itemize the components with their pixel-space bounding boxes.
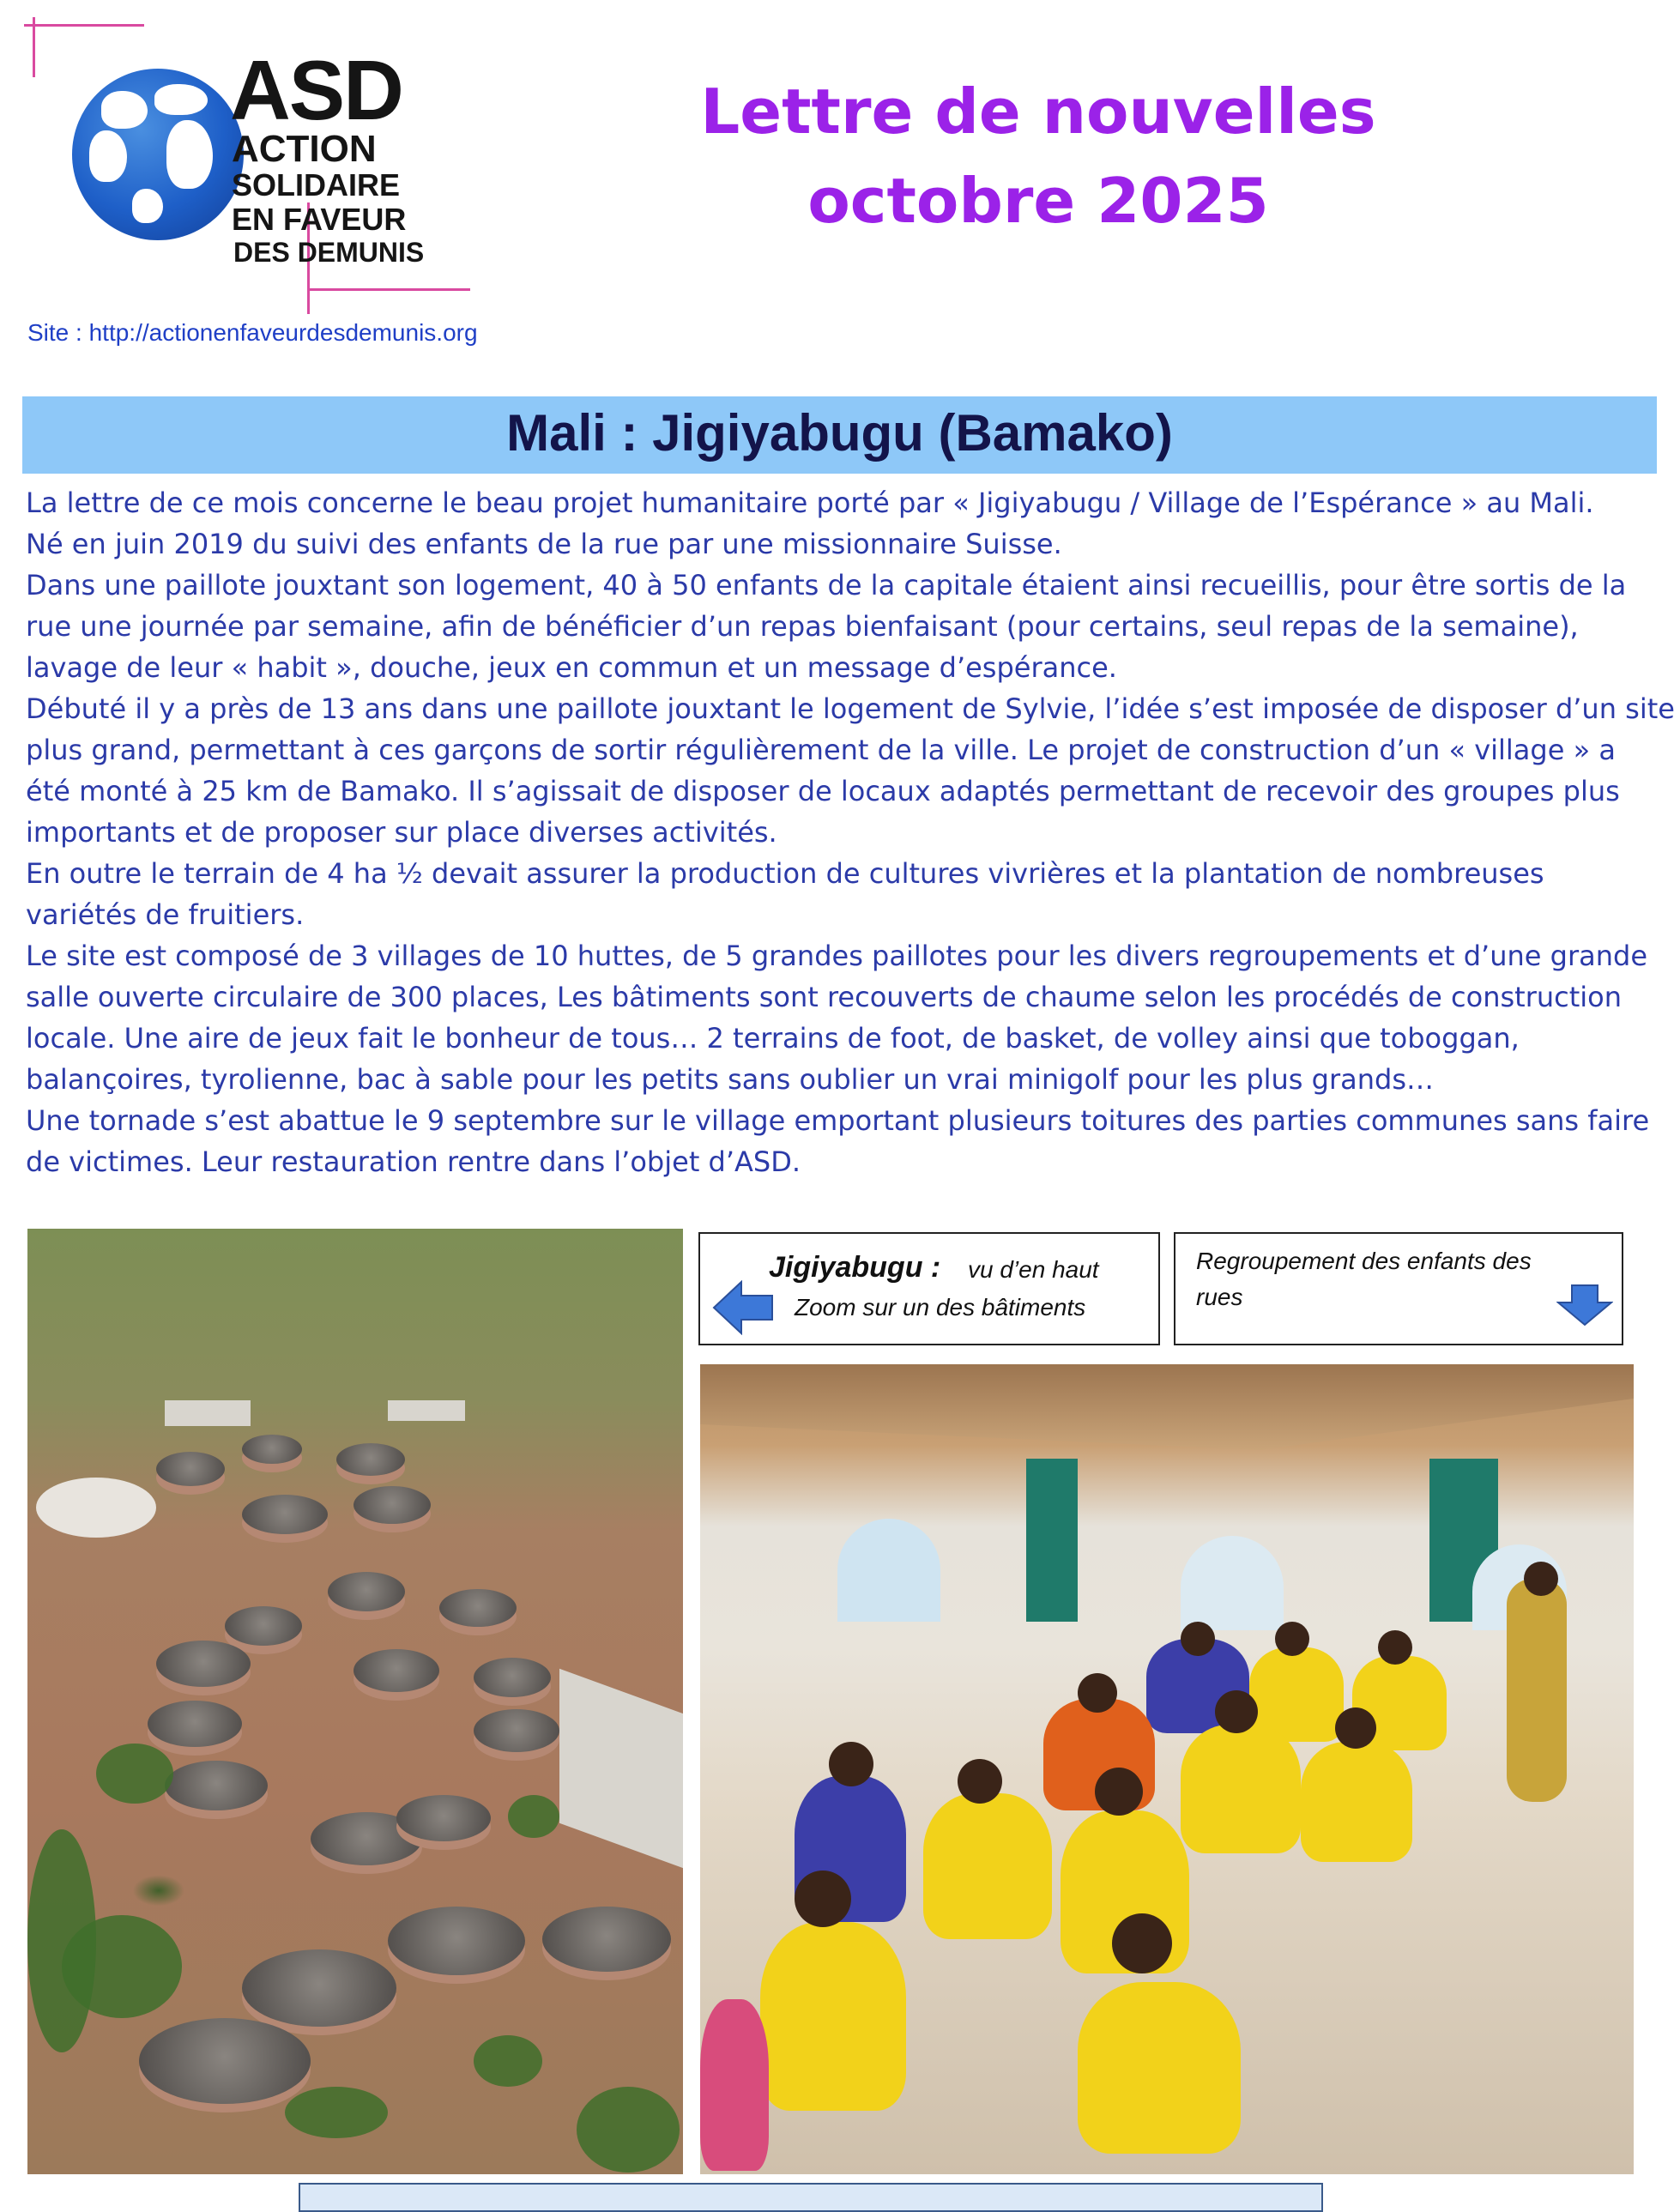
body-line: balançoires, tyrolienne, bac à sable pour les petits sans oublier un vrai minigolf pour les plus grands… (26, 1063, 1434, 1096)
body-line: salle ouverte circulaire de 300 places, Les bâtiments sont recouverts de chaume selon les procédés de construction (26, 981, 1623, 1013)
logo-line4: DES DEMUNIS (233, 237, 425, 268)
arrow-left-icon (712, 1280, 774, 1335)
body-line: importants et de proposer sur place diverses activités. (26, 816, 777, 849)
caption-bold: Jigiyabugu : (769, 1251, 941, 1284)
body-line: locale. Une aire de jeux fait le bonheur de tous… 2 terrains de foot, de basket, de volley ainsi que toboggan, (26, 1022, 1520, 1055)
caption-right-line2: rues (1196, 1284, 1243, 1310)
arrow-down-icon (1556, 1284, 1613, 1327)
body-line: plus grand, permettant à ces garçons de sortir régulièrement de la ville. Le projet de construction d’un « village » a (26, 734, 1616, 766)
body-line: Le site est composé de 3 villages de 10 huttes, de 5 grandes paillotes pour les divers regroupements et d’une grande (26, 940, 1647, 972)
section-title: Mali : Jigiyabugu (Bamako) (506, 404, 1173, 462)
logo-line3: EN FAVEUR (232, 202, 407, 237)
newsletter-title: Lettre de nouvelles (700, 76, 1376, 148)
asd-logo (24, 17, 470, 300)
footer-box (299, 2183, 1323, 2212)
logo-asd: ASD (230, 43, 402, 137)
children-gathering-photo (700, 1364, 1634, 2174)
body-line: Dans une paillote jouxtant son logement, 40 à 50 enfants de la capitale étaient ainsi recueillis, pour être sortis de la (26, 569, 1627, 601)
logo-line2: SOLIDAIRE (232, 167, 401, 202)
body-line: été monté à 25 km de Bamako. Il s’agissait de disposer de locaux adaptés permettant de recevoir des groupes plus (26, 775, 1620, 807)
caption-box-children (1174, 1232, 1623, 1345)
body-line: lavage de leur « habit », douche, jeux en commun et un message d’espérance. (26, 651, 1117, 684)
article-body (26, 482, 1675, 1182)
aerial-village-photo (27, 1229, 683, 2174)
caption-right-line1: Regroupement des enfants des (1196, 1248, 1532, 1274)
body-line: Né en juin 2019 du suivi des enfants de la rue par une missionnaire Suisse. (26, 528, 1062, 560)
body-line: de victimes. Leur restauration rentre dans l’objet d’ASD. (26, 1145, 801, 1178)
caption-line2: Zoom sur un des bâtiments (795, 1294, 1086, 1321)
site-link[interactable]: Site : http://actionenfaveurdesdemunis.org (27, 319, 478, 346)
body-line: La lettre de ce mois concerne le beau projet humanitaire porté par « Jigiyabugu / Village de l’Espérance » au Mali. (26, 487, 1594, 519)
body-line: Débuté il y a près de 13 ans dans une paillote jouxtant le logement de Sylvie, l’idée s’est imposée de disposer d’un site (26, 692, 1675, 725)
globe-icon (72, 69, 244, 240)
body-line: rue une journée par semaine, afin de bénéficier d’un repas bienfaisant (pour certains, seul repas de la semaine), (26, 610, 1579, 643)
section-banner (22, 396, 1657, 474)
logo-line1: ACTION (232, 128, 377, 170)
body-line: En outre le terrain de 4 ha ½ devait assurer la production de cultures vivrières et la plantation de nombreuses (26, 857, 1544, 890)
caption-box-aerial (698, 1232, 1160, 1345)
body-line: variétés de fruitiers. (26, 898, 305, 931)
newsletter-date: octobre 2025 (807, 165, 1269, 237)
body-line: Une tornade s’est abattue le 9 septembre sur le village emportant plusieurs toitures des parties communes sans faire (26, 1104, 1650, 1137)
caption-line1: vu d’en haut (968, 1256, 1099, 1283)
